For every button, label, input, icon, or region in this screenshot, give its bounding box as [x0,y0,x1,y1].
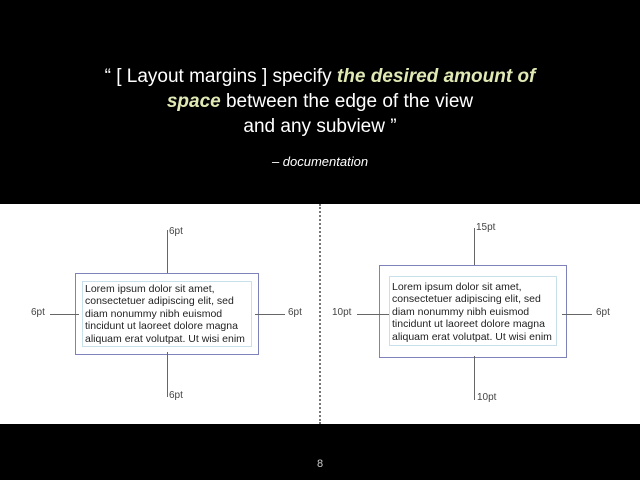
margin-label-top: 6pt [169,226,183,237]
margin-label-left: 6pt [31,307,45,318]
margin-arrow-left [357,314,389,315]
attribution: – documentation [271,154,369,169]
divider [319,204,321,424]
subview-text: Lorem ipsum dolor sit amet, consectetuer adipiscing elit, sed diam nonummy nibh euismod tincidunt ut laoreet dolore magna aliquam erat volutpat. Ut wisi enim [82,281,252,347]
quote-highlight: the desired amount of [336,66,536,87]
margin-arrow-bottom [474,356,475,400]
margin-label-left: 10pt [332,307,352,318]
quote-text: “ [ Layout margins ] specify [104,66,337,87]
margin-arrow-left [50,314,79,315]
margin-arrow-right [255,314,285,315]
page-number: 8 [316,458,324,470]
diagram-panel [0,204,640,424]
margin-arrow-top [167,230,168,273]
quote [0,64,640,139]
margin-label-top: 15pt [476,222,496,233]
margin-arrow-bottom [167,352,168,397]
subview-text: Lorem ipsum dolor sit amet, consectetuer adipiscing elit, sed diam nonummy nibh euismod tincidunt ut laoreet dolore magna aliquam erat volutpat. Ut wisi enim [389,276,557,346]
margin-label-right: 6pt [288,307,302,318]
quote-text: and any subview ” [243,116,397,137]
margin-arrow-top [474,228,475,265]
quote-highlight: space [166,91,221,112]
margin-arrow-right [562,314,592,315]
margin-label-bottom: 10pt [477,392,497,403]
quote-text: between the edge of the view [220,91,474,112]
margin-label-bottom: 6pt [169,390,183,401]
margin-label-right: 6pt [596,307,610,318]
